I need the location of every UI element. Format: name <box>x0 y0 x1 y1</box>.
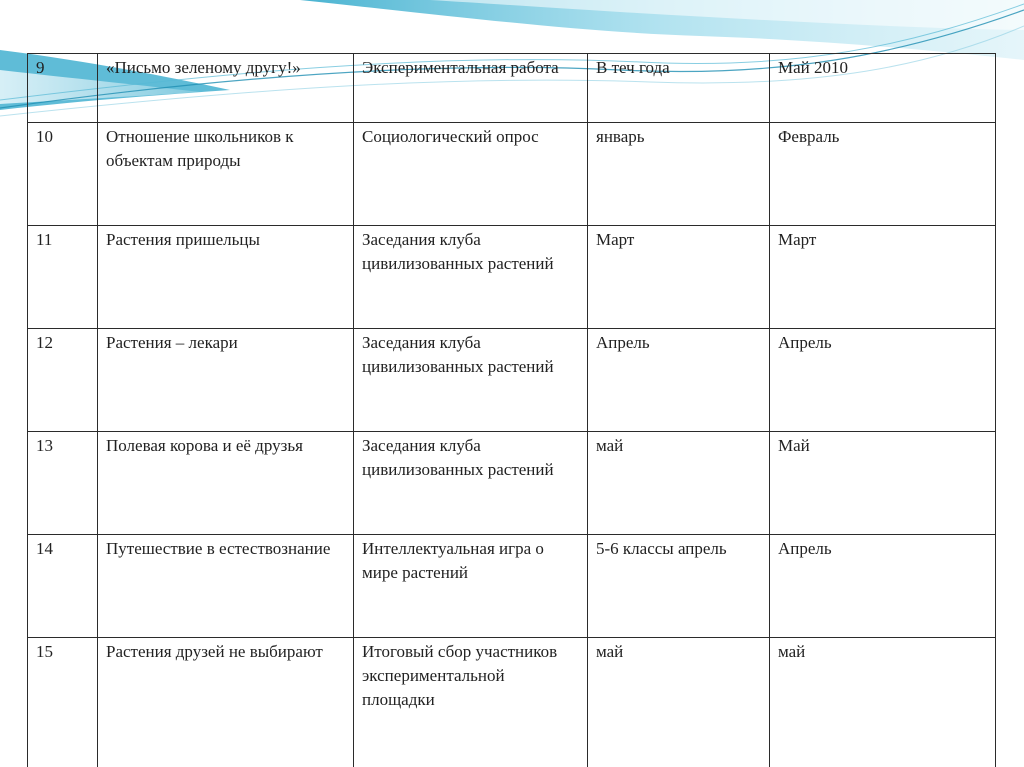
cell-topic: Полевая корова и её друзья <box>98 432 354 535</box>
table-row <box>28 123 996 226</box>
cell-form: Заседания клуба цивилизованных растений <box>354 226 588 329</box>
cell-number: 10 <box>28 123 98 226</box>
cell-form: Интеллектуальная игра о мире растений <box>354 535 588 638</box>
cell-planned: 5-6 классы апрель <box>588 535 770 638</box>
cell-topic: «Письмо зеленому другу!» <box>98 54 354 123</box>
table-row <box>28 226 996 329</box>
cell-planned: май <box>588 638 770 767</box>
plan-table <box>27 53 996 767</box>
cell-topic: Отношение школьников к объектам природы <box>98 123 354 226</box>
cell-actual: Март <box>770 226 996 329</box>
cell-number: 9 <box>28 54 98 123</box>
cell-form: Заседания клуба цивилизованных растений <box>354 432 588 535</box>
cell-actual: май <box>770 638 996 767</box>
cell-actual: Апрель <box>770 535 996 638</box>
cell-form: Заседания клуба цивилизованных растений <box>354 329 588 432</box>
cell-planned: Март <box>588 226 770 329</box>
cell-actual: Апрель <box>770 329 996 432</box>
cell-topic: Растения друзей не выбирают <box>98 638 354 767</box>
table-row <box>28 638 996 767</box>
cell-number: 11 <box>28 226 98 329</box>
cell-number: 15 <box>28 638 98 767</box>
cell-number: 14 <box>28 535 98 638</box>
cell-topic: Путешествие в естествознание <box>98 535 354 638</box>
cell-actual: Май <box>770 432 996 535</box>
cell-form: Социологический опрос <box>354 123 588 226</box>
table-row <box>28 329 996 432</box>
table-row <box>28 54 996 123</box>
table-row <box>28 432 996 535</box>
cell-number: 13 <box>28 432 98 535</box>
cell-form: Итоговый сбор участников экспериментальной площадки <box>354 638 588 767</box>
cell-planned: январь <box>588 123 770 226</box>
cell-actual: Февраль <box>770 123 996 226</box>
cell-number: 12 <box>28 329 98 432</box>
cell-planned: Апрель <box>588 329 770 432</box>
cell-planned: В теч года <box>588 54 770 123</box>
cell-planned: май <box>588 432 770 535</box>
table-row <box>28 535 996 638</box>
cell-actual: Май 2010 <box>770 54 996 123</box>
cell-topic: Растения – лекари <box>98 329 354 432</box>
cell-topic: Растения пришельцы <box>98 226 354 329</box>
cell-form: Экспериментальная работа <box>354 54 588 123</box>
